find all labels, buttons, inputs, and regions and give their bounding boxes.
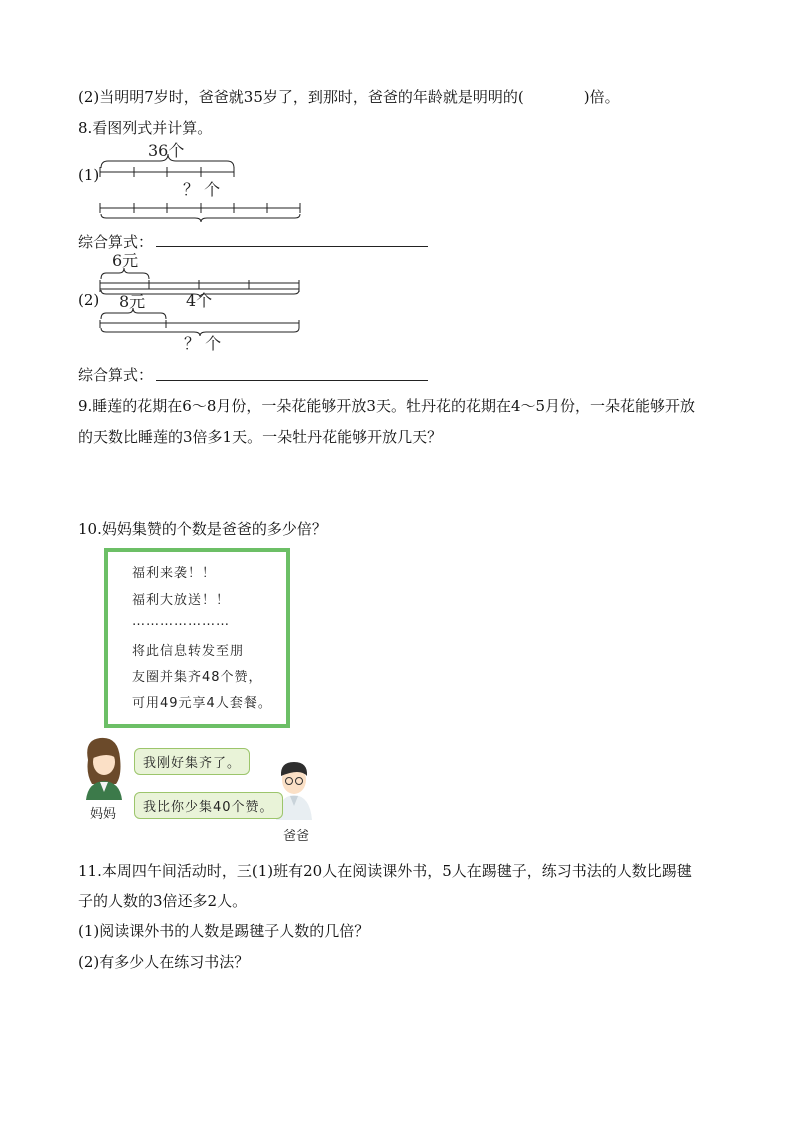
q11-sub1: (1)阅读课外书的人数是踢毽子人数的几倍？ — [78, 922, 370, 940]
q8-title: 8.看图列式并计算。 — [78, 119, 213, 137]
poster-line: 可用49元享4人套餐。 — [132, 696, 272, 711]
q9-line2: 的天数比睡莲的3倍多1天。一朵牡丹花能够开放几天？ — [78, 428, 443, 446]
poster-line: 福利大放送！！ — [132, 593, 231, 608]
q8p2-formula-label: 综合算式： — [78, 366, 154, 384]
q8p1-formula-label: 综合算式： — [78, 233, 154, 251]
q10-title: 10.妈妈集赞的个数是爸爸的多少倍？ — [78, 520, 327, 538]
q8p1-bottom-value: ？ 个 — [183, 180, 221, 199]
q8p2-label: (2) — [78, 291, 100, 309]
q9-line1: 9.睡莲的花期在6～8月份，一朵花能够开放3天。牡丹花的花期在4～5月份，一朵花能够开放 — [78, 397, 696, 415]
poster-line: ………………… — [132, 614, 230, 629]
poster-line: 将此信息转发至朋 — [132, 644, 245, 659]
q8p2-count: 4个 — [186, 291, 213, 310]
q11-line2: 子的人数的3倍还多2人。 — [78, 892, 248, 910]
q8p2-bottom-value: ？ 个 — [184, 334, 222, 353]
dad-speech-bubble: 我比你少集40个赞。 — [134, 792, 283, 819]
dad-label: 爸爸 — [283, 829, 310, 844]
mom-speech-bubble: 我刚好集齐了。 — [134, 748, 250, 775]
q8p2-price1: 6元 — [112, 251, 139, 270]
mom-label: 妈妈 — [90, 807, 117, 822]
q11-line1: 11.本周四午间活动时，三(1)班有20人在阅读课外书，5人在踢毽子，练习书法的人数比踢毽 — [78, 862, 692, 880]
q8p1-label: (1) — [78, 166, 100, 184]
q8p1-top-value: 36个 — [148, 141, 185, 160]
q7-part2-text-before: (2)当明明7岁时，爸爸就35岁了，到那时，爸爸的年龄就是明明的( — [78, 88, 524, 106]
q8p2-price2: 8元 — [119, 292, 146, 311]
q11-sub2: (2)有多少人在练习书法？ — [78, 953, 250, 971]
poster-line: 福利来袭！！ — [132, 566, 217, 581]
poster-line: 友圈并集齐48个赞， — [132, 670, 263, 685]
q7-part2-text-after: )倍。 — [583, 88, 620, 106]
